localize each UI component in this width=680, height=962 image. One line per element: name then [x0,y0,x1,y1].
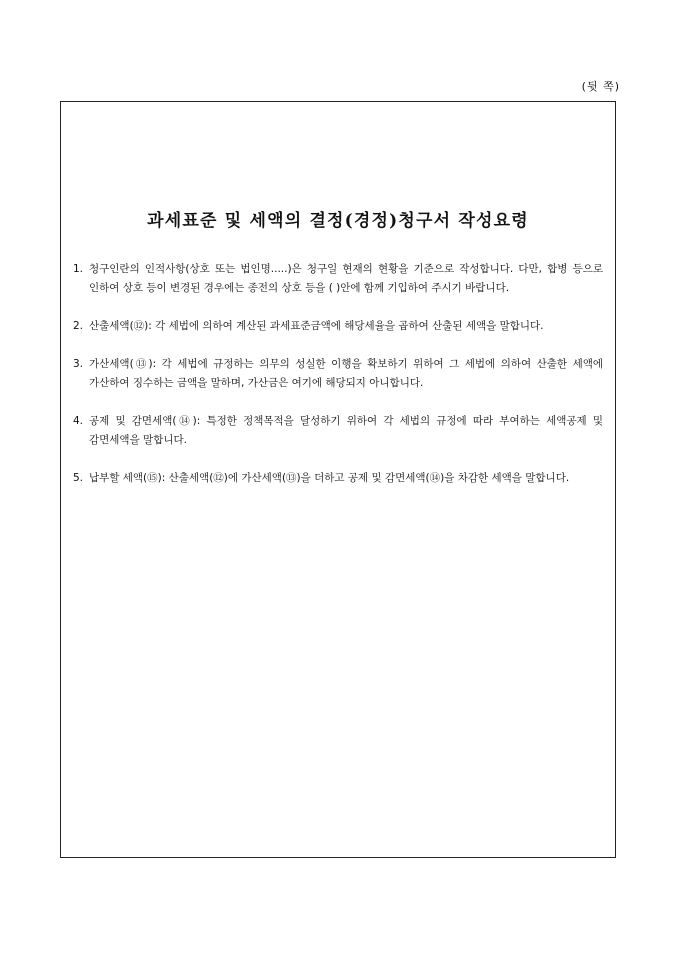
instruction-item-3 [73,355,603,393]
item-text: 공제 및 감면세액(⑭): 특정한 정책목적을 달성하기 위하여 각 세법의 규정에 따라 부여하는 세액공제 및 감면세액을 말합니다. [89,415,603,446]
item-number: 4. [73,415,84,427]
page-side-label: (뒷 쪽) [581,80,620,93]
instruction-list [73,260,603,507]
item-text: 가산세액(⑬): 각 세법에 규정하는 의무의 성실한 이행을 확보하기 위하여 그 세법에 의하여 산출한 세액에 가산하여 징수하는 금액을 말하며, 가산금은 여기에 해당되지 아니합니다. [89,358,603,389]
item-text: 청구인란의 인적사항(상호 또는 법인명.....)은 청구일 현재의 현황을 기준으로 작성합니다. 다만, 합병 등으로 인하여 상호 등이 변경된 경우에는 종전의 상호 등을 ( )안에 함께 기입하여 주시기 바랍니다. [89,263,603,294]
item-number: 5. [73,472,84,484]
instruction-item-1 [73,260,603,298]
item-number: 2. [73,320,84,332]
item-text: 납부할 세액(⑮): 산출세액(⑫)에 가산세액(⑬)을 더하고 공제 및 감면세액(⑭)을 차감한 세액을 말합니다. [89,472,570,484]
instruction-item-2 [73,317,603,336]
instruction-item-4 [73,412,603,450]
item-text: 산출세액(⑫): 각 세법에 의하여 계산된 과세표준금액에 해당세율을 곱하여 산출된 세액을 말합니다. [89,320,544,332]
page-title: 과세표준 및 세액의 결정(경정)청구서 작성요령 [147,211,529,231]
item-number: 1. [73,263,84,275]
instructions-frame [60,101,616,858]
item-number: 3. [73,358,84,370]
instruction-item-5 [73,469,603,488]
